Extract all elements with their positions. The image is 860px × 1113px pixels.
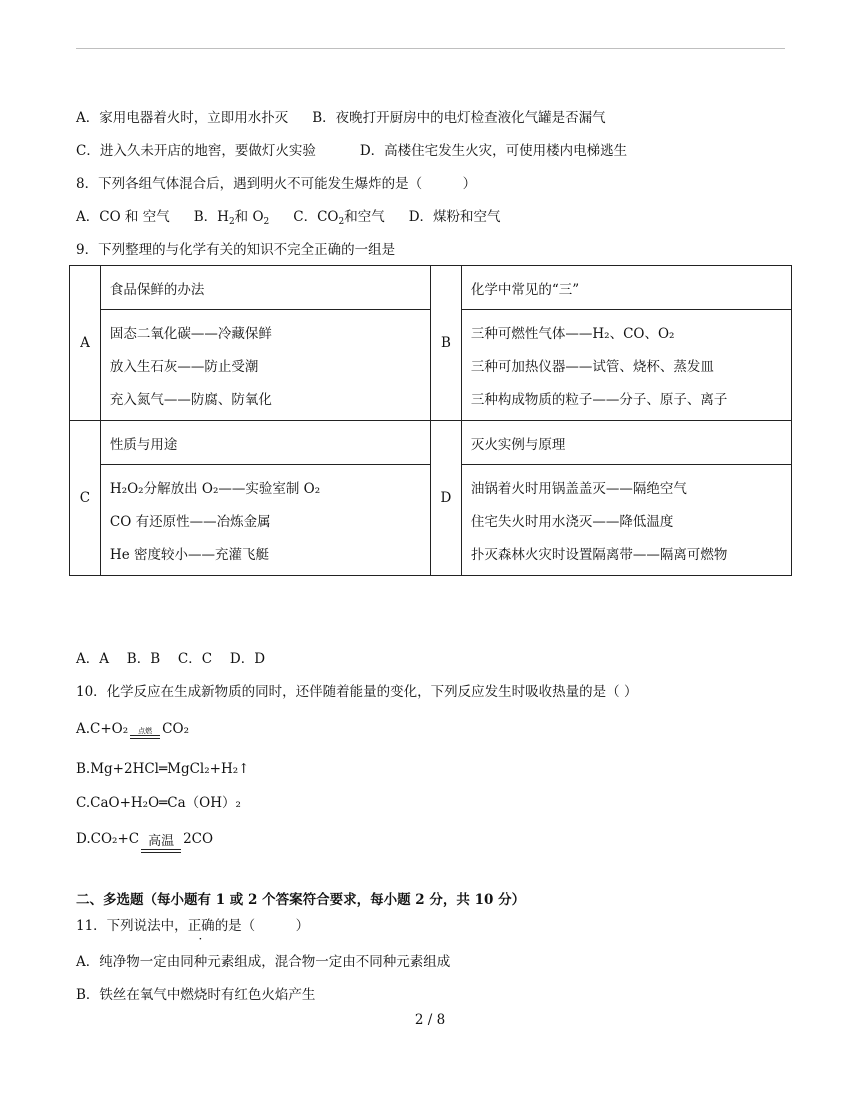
q10-option-b: B.Mg+2HCl═MgCl₂+H₂↑ (76, 761, 250, 777)
q8-option-b: B．$H_2$和 $O_2$ (193, 209, 270, 227)
header-rule (76, 48, 785, 49)
q9-label-a: A (70, 266, 101, 421)
q9-cell-a (100, 266, 430, 421)
q7-options-row-1 (76, 109, 606, 127)
q9-cell-row: He 密度较小——充灌飞艇 (109, 547, 269, 563)
q9-cell-head: 灭火实例与原理 (462, 422, 791, 465)
q9-cell-b (461, 266, 791, 421)
q10-option-c: C.CaO+H₂O═Ca（OH）₂ (76, 795, 241, 811)
q10-stem: 10．化学反应在生成新物质的同时，还伴随着能量的变化，下列反应发生时吸收热量的是（ ） (76, 684, 638, 700)
q9-label-b: B (430, 266, 461, 421)
q9-label-d: D (430, 421, 461, 576)
q8-option-c: C．$CO_2$和空气 (293, 209, 385, 227)
q9-label-c: C (70, 421, 101, 576)
q9-cell-row: 油锅着火时用锅盖盖灭——隔绝空气 (470, 481, 687, 497)
q7-option-c: C．进入久未开店的地窖，要做灯火实验 (76, 143, 316, 159)
page-number: 2 / 8 (414, 1012, 446, 1028)
q9-cell-head: 食品保鲜的办法 (101, 267, 430, 310)
q8-option-d: D．煤粉和空气 (408, 209, 501, 225)
q9-stem: 9．下列整理的与化学有关的知识不完全正确的一组是 (76, 242, 396, 258)
q9-table (69, 265, 792, 576)
q9-cell-row: 放入生石灰——防止受潮 (109, 359, 259, 375)
q7-options-row-2 (76, 142, 627, 160)
q8-options (76, 208, 501, 226)
q9-cell-head: 化学中常见的“三” (462, 267, 791, 310)
q9-cell-row: 三种可加热仪器——试管、烧杯、蒸发皿 (470, 359, 714, 375)
q9-cell-d (461, 421, 791, 576)
q9-options: A．A B．B C．C D．D (76, 651, 266, 667)
q9-cell-row: 充入氮气——防腐、防氧化 (109, 392, 272, 408)
q8-stem: 8．下列各组气体混合后，遇到明火不可能发生爆炸的是（ ） (76, 176, 477, 192)
q9-cell-row: 三种构成物质的粒子——分子、原子、离子 (470, 392, 728, 408)
section-title: 二、多选题（每小题有 1 或 2 个答案符合要求，每小题 2 分，共 10 分） (76, 892, 526, 908)
q9-cell-row: 扑灭森林火灾时设置隔离带——隔离可燃物 (470, 547, 728, 563)
q7-option-a: A．家用电器着火时，立即用水扑灭 (76, 110, 289, 126)
q9-cell-row: 三种可燃性气体——H₂、CO、O₂ (470, 326, 675, 342)
q9-cell-row: 住宅失火时用水浇灭——降低温度 (470, 514, 674, 530)
q10-option-a: A.C+O₂ 点燃 CO₂ (76, 721, 189, 737)
condition-sign: 点燃 (130, 728, 160, 739)
q9-cell-row: H₂O₂分解放出 O₂——实验室制 O₂ (109, 481, 321, 497)
q9-cell-row: CO 有还原性——冶炼金属 (109, 514, 271, 530)
q9-cell-head: 性质与用途 (101, 422, 430, 465)
q7-option-b: B．夜晚打开厨房中的电灯检查液化气罐是否漏气 (312, 110, 606, 126)
q8-option-a: A．CO 和 空气 (76, 209, 170, 225)
condition-sign: 高温 (141, 835, 181, 853)
q11-stem: 11．下列说法中，正确的是（ ） (76, 918, 310, 934)
emphasis-text: 正确 (187, 918, 215, 934)
q11-option-a: A．纯净物一定由同种元素组成，混合物一定由不同种元素组成 (76, 954, 451, 970)
q10-option-d: D.CO₂+C 高温 2CO (76, 830, 213, 851)
q11-option-b: B．铁丝在氧气中燃烧时有红色火焰产生 (76, 987, 316, 1003)
q9-cell-c (100, 421, 430, 576)
q7-option-d: D．高楼住宅发生火灾，可使用楼内电梯逃生 (359, 143, 628, 159)
q9-cell-row: 固态二氧化碳——冷藏保鲜 (109, 326, 272, 342)
